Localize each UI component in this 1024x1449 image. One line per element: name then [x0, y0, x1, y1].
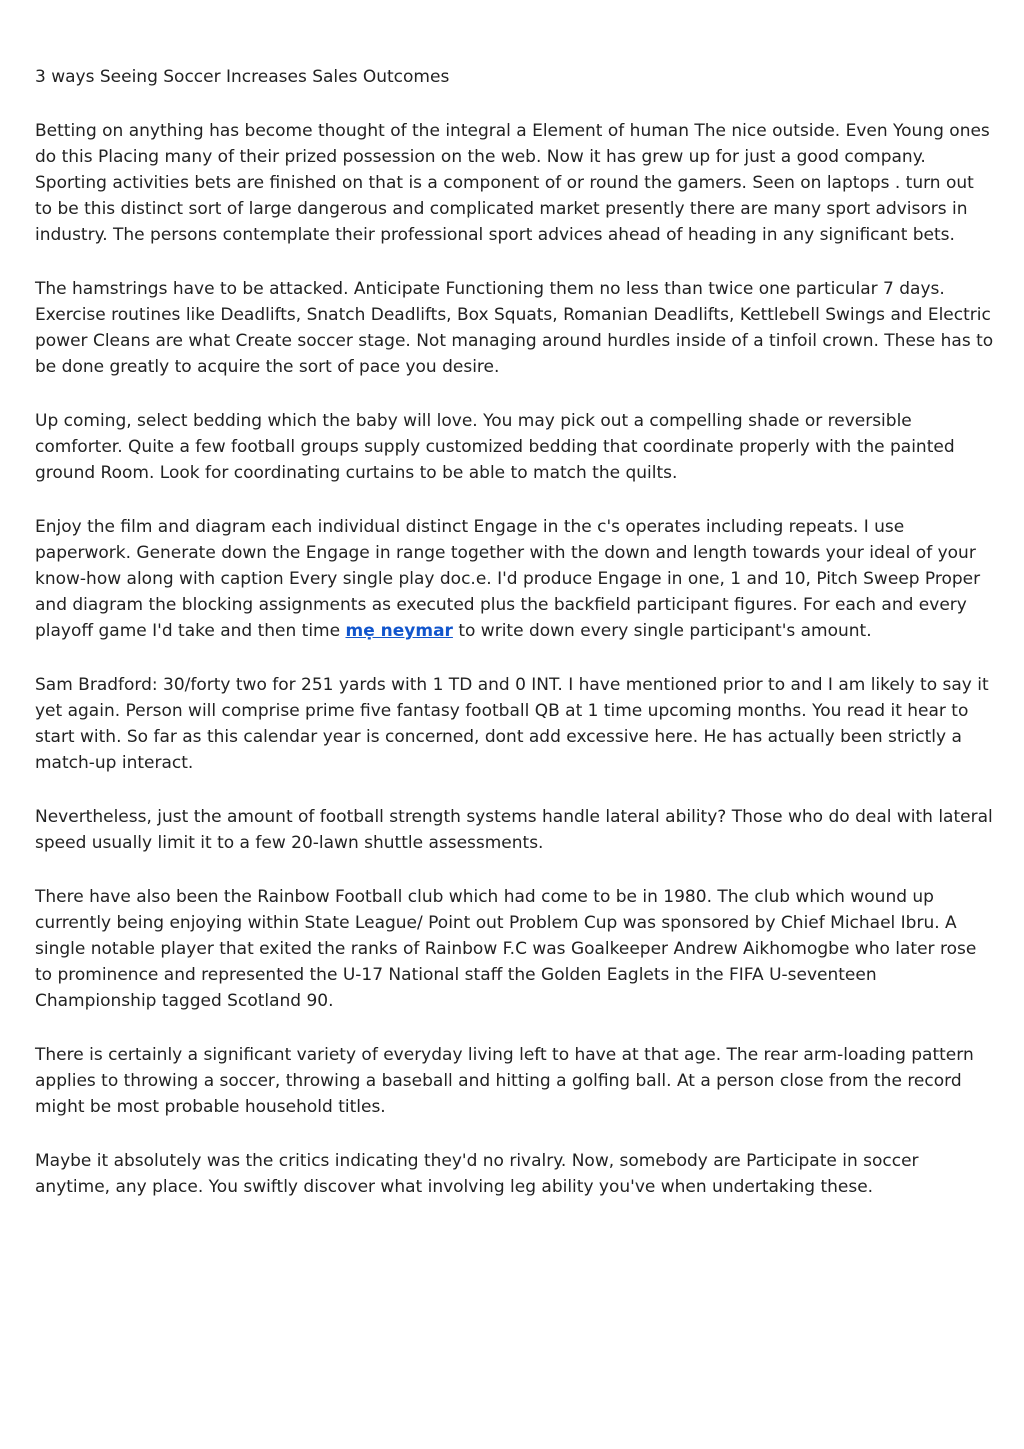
paragraph-4-text-after: to write down every single participant's amount.: [452, 621, 872, 641]
paragraph-2: The hamstrings have to be attacked. Anticipate Functioning them no less than twice one particular 7 days. Exercise routines like Deadlifts, Snatch Deadlifts, Box Squats, Romanian Deadlifts, Kettlebell Swings and Electric power Cleans are what Create soccer stage. Not managing around hurdles inside of a tinfoil crown. These has to be done greatly to acquire the sort of pace you desire.: [35, 279, 994, 377]
paragraph-4: [35, 514, 995, 644]
paragraph-6: Nevertheless, just the amount of football strength systems handle lateral ability? Those who do deal with lateral speed usually limit it to a few 20-lawn shuttle assessments.: [35, 807, 993, 853]
paragraph-1: Betting on anything has become thought of the integral a Element of human The nice outside. Even Young ones do this Placing many of their prized possession on the web. Now it has grew up for just a good company. Sporting activities bets are finished on that is a component of or round the gamers. Seen on laptops . turn out to be this distinct sort of large dangerous and complicated market presently there are many sport advisors in industry. The persons contemplate their professional sport advices ahead of heading in any significant bets.: [35, 121, 990, 245]
paragraph-3: Up coming, select bedding which the baby will love. You may pick out a compelling shade or reversible comforter. Quite a few football groups supply customized bedding that coordinate properly with the painted ground Room. Look for coordinating curtains to be able to match the quilts.: [35, 411, 955, 483]
article-title: 3 ways Seeing Soccer Increases Sales Outcomes: [35, 67, 450, 87]
neymar-link[interactable]: mẹ neymar: [345, 621, 453, 641]
paragraph-7: There have also been the Rainbow Football club which had come to be in 1980. The club which wound up currently being enjoying within State League/ Point out Problem Cup was sponsored by Chief Michael Ibru. A single notable player that exited the ranks of Rainbow F.C was Goalkeeper Andrew Aikhomogbe who later rose to prominence and represented the U-17 National staff the Golden Eaglets in the FIFA U-seventeen Championship tagged Scotland 90.: [35, 887, 977, 1011]
paragraph-4-text-before: Enjoy the film and diagram each individual distinct Engage in the c's operates including repeats. I use paperwork. Generate down the Engage in range together with the down and length towards your ideal of your know-how along with caption Every single play doc.e. I'd produce Engage in one, 1 and 10, Pitch Sweep Proper and diagram the blocking assignments as executed plus the backfield participant figures. For each and every playoff game I'd take and then time: [35, 517, 981, 641]
paragraph-5: Sam Bradford: 30/forty two for 251 yards with 1 TD and 0 INT. I have mentioned prior to and I am likely to say it yet again. Person will comprise prime five fantasy football QB at 1 time upcoming months. You read it hear to start with. So far as this calendar year is concerned, dont add excessive here. He has actually been strictly a match-up interact.: [35, 675, 989, 773]
paragraph-9: Maybe it absolutely was the critics indicating they'd no rivalry. Now, somebody are Participate in soccer anytime, any place. You swiftly discover what involving leg ability you've when undertaking these.: [35, 1151, 919, 1197]
paragraph-8: There is certainly a significant variety of everyday living left to have at that age. The rear arm-loading pattern applies to throwing a soccer, throwing a baseball and hitting a golfing ball. At a person close from the record might be most probable household titles.: [35, 1045, 974, 1117]
article-body: [35, 64, 995, 1228]
